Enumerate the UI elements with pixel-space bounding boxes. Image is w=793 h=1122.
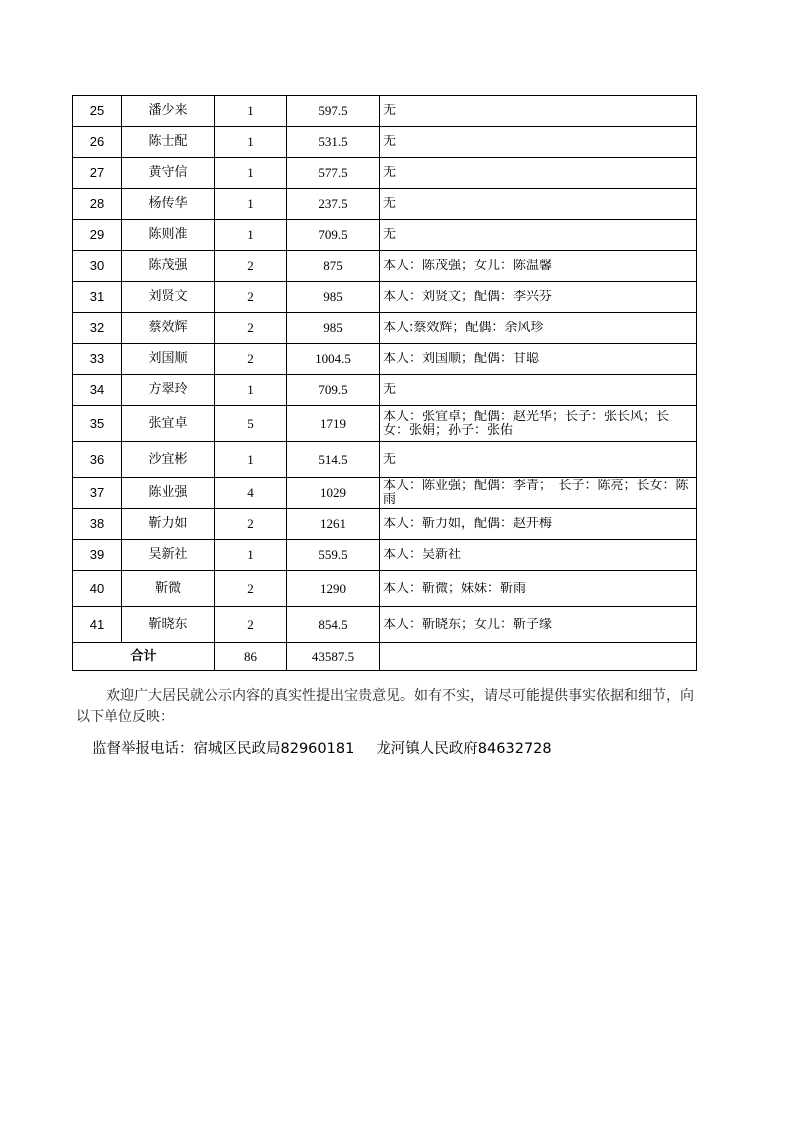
row-number: 32 bbox=[73, 313, 122, 344]
table-row bbox=[73, 406, 697, 442]
remark-text: 本人：陈业强；配偶：李青； 长子：陈亮；长女：陈雨 bbox=[383, 479, 689, 507]
table-row bbox=[73, 571, 697, 607]
row-number: 29 bbox=[73, 220, 122, 251]
total-remark-empty bbox=[380, 643, 697, 671]
family-members-remark bbox=[380, 189, 697, 220]
benefit-amount: 514.5 bbox=[287, 442, 380, 478]
table-row bbox=[73, 189, 697, 220]
table-row bbox=[73, 220, 697, 251]
remark-text: 本人：刘国顺；配偶：甘聪 bbox=[383, 352, 540, 366]
benefit-amount: 1261 bbox=[287, 509, 380, 540]
benefit-amount: 985 bbox=[287, 282, 380, 313]
household-count: 1 bbox=[215, 189, 287, 220]
benefit-amount: 597.5 bbox=[287, 96, 380, 127]
family-members-remark bbox=[380, 127, 697, 158]
table-row bbox=[73, 607, 697, 643]
household-count: 2 bbox=[215, 251, 287, 282]
row-number: 25 bbox=[73, 96, 122, 127]
total-label: 合计 bbox=[73, 643, 215, 671]
table-row bbox=[73, 344, 697, 375]
table-row bbox=[73, 282, 697, 313]
table-row bbox=[73, 251, 697, 282]
benefit-amount: 1290 bbox=[287, 571, 380, 607]
table-row bbox=[73, 442, 697, 478]
family-members-remark bbox=[380, 442, 697, 478]
total-amount: 43587.5 bbox=[287, 643, 380, 671]
household-count: 4 bbox=[215, 478, 287, 509]
household-count: 1 bbox=[215, 127, 287, 158]
family-members-remark bbox=[380, 509, 697, 540]
family-members-remark bbox=[380, 158, 697, 189]
remark-text: 无 bbox=[383, 228, 397, 242]
row-number: 38 bbox=[73, 509, 122, 540]
row-number: 28 bbox=[73, 189, 122, 220]
remark-text: 本人：张宜卓；配偶：赵光华；长子：张长风；长女：张娟；孙子：张佑 bbox=[383, 409, 670, 438]
total-count: 86 bbox=[215, 643, 287, 671]
assistance-list-table bbox=[72, 95, 697, 671]
recipient-name: 张宜卓 bbox=[122, 406, 215, 442]
family-members-remark bbox=[380, 571, 697, 607]
row-number: 26 bbox=[73, 127, 122, 158]
total-row bbox=[73, 643, 697, 671]
remark-text: 无 bbox=[383, 197, 397, 211]
family-members-remark bbox=[380, 282, 697, 313]
recipient-name: 吴新社 bbox=[122, 540, 215, 571]
benefit-amount: 985 bbox=[287, 313, 380, 344]
table-row bbox=[73, 375, 697, 406]
family-members-remark bbox=[380, 540, 697, 571]
table-row bbox=[73, 313, 697, 344]
household-count: 2 bbox=[215, 571, 287, 607]
contact-label: 监督举报电话： bbox=[92, 741, 194, 757]
remark-text: 本人:蔡效辉；配偶：余风珍 bbox=[383, 321, 544, 335]
family-members-remark bbox=[380, 251, 697, 282]
remark-text: 本人：吴新社 bbox=[383, 548, 462, 562]
town-government-phone: 龙河镇人民政府84632728 bbox=[376, 741, 552, 757]
family-members-remark bbox=[380, 375, 697, 406]
benefit-amount: 875 bbox=[287, 251, 380, 282]
household-count: 1 bbox=[215, 442, 287, 478]
household-count: 1 bbox=[215, 375, 287, 406]
table-body bbox=[73, 96, 697, 671]
public-notice-text: 欢迎广大居民就公示内容的真实性提出宝贵意见。如有不实，请尽可能提供事实依据和细节，向以下单位反映： bbox=[76, 688, 694, 725]
row-number: 30 bbox=[73, 251, 122, 282]
benefit-amount: 531.5 bbox=[287, 127, 380, 158]
household-count: 2 bbox=[215, 313, 287, 344]
remark-text: 无 bbox=[383, 166, 397, 180]
benefit-amount: 1004.5 bbox=[287, 344, 380, 375]
recipient-name: 刘贤文 bbox=[122, 282, 215, 313]
remark-text: 无 bbox=[383, 104, 397, 118]
benefit-amount: 854.5 bbox=[287, 607, 380, 643]
benefit-amount: 709.5 bbox=[287, 220, 380, 251]
recipient-name: 沙宜彬 bbox=[122, 442, 215, 478]
recipient-name: 陈士配 bbox=[122, 127, 215, 158]
remark-text: 本人：靳微；妹妹：靳雨 bbox=[383, 581, 527, 596]
row-number: 34 bbox=[73, 375, 122, 406]
household-count: 2 bbox=[215, 344, 287, 375]
remark-text: 本人：陈茂强；女儿：陈温馨 bbox=[383, 259, 553, 273]
row-number: 35 bbox=[73, 406, 122, 442]
remark-text: 无 bbox=[383, 135, 397, 149]
household-count: 2 bbox=[215, 509, 287, 540]
recipient-name: 方翠玲 bbox=[122, 375, 215, 406]
family-members-remark bbox=[380, 478, 697, 509]
household-count: 5 bbox=[215, 406, 287, 442]
benefit-amount: 559.5 bbox=[287, 540, 380, 571]
recipient-name: 蔡效辉 bbox=[122, 313, 215, 344]
recipient-name: 陈业强 bbox=[122, 478, 215, 509]
row-number: 39 bbox=[73, 540, 122, 571]
remark-text: 无 bbox=[383, 383, 397, 397]
table-row bbox=[73, 158, 697, 189]
recipient-name: 靳力如 bbox=[122, 509, 215, 540]
row-number: 31 bbox=[73, 282, 122, 313]
remark-text: 本人：靳力如，配偶：赵开梅 bbox=[383, 517, 553, 531]
benefit-amount: 1719 bbox=[287, 406, 380, 442]
household-count: 1 bbox=[215, 158, 287, 189]
household-count: 2 bbox=[215, 282, 287, 313]
remark-text: 本人：刘贤文；配偶：李兴芬 bbox=[383, 290, 553, 304]
family-members-remark bbox=[380, 220, 697, 251]
benefit-amount: 709.5 bbox=[287, 375, 380, 406]
recipient-name: 潘少来 bbox=[122, 96, 215, 127]
recipient-name: 黄守信 bbox=[122, 158, 215, 189]
recipient-name: 陈则准 bbox=[122, 220, 215, 251]
table-row bbox=[73, 540, 697, 571]
row-number: 33 bbox=[73, 344, 122, 375]
civil-affairs-bureau-phone: 宿城区民政局82960181 bbox=[193, 741, 355, 757]
household-count: 1 bbox=[215, 540, 287, 571]
recipient-name: 陈茂强 bbox=[122, 251, 215, 282]
benefit-amount: 1029 bbox=[287, 478, 380, 509]
row-number: 36 bbox=[73, 442, 122, 478]
benefit-amount: 237.5 bbox=[287, 189, 380, 220]
family-members-remark bbox=[380, 607, 697, 643]
household-count: 2 bbox=[215, 607, 287, 643]
family-members-remark bbox=[380, 313, 697, 344]
benefit-amount: 577.5 bbox=[287, 158, 380, 189]
table-row bbox=[73, 478, 697, 509]
row-number: 41 bbox=[73, 607, 122, 643]
table-row bbox=[73, 509, 697, 540]
recipient-name: 靳晓东 bbox=[122, 607, 215, 643]
row-number: 27 bbox=[73, 158, 122, 189]
remark-text: 无 bbox=[383, 452, 397, 467]
recipient-name: 杨传华 bbox=[122, 189, 215, 220]
household-count: 1 bbox=[215, 96, 287, 127]
family-members-remark bbox=[380, 406, 697, 442]
family-members-remark bbox=[380, 344, 697, 375]
household-count: 1 bbox=[215, 220, 287, 251]
table-row bbox=[73, 127, 697, 158]
recipient-name: 靳微 bbox=[122, 571, 215, 607]
supervision-contact-line bbox=[92, 737, 552, 758]
table-row bbox=[73, 96, 697, 127]
recipient-name: 刘国顺 bbox=[122, 344, 215, 375]
remark-text: 本人：靳晓东；女儿：靳子缘 bbox=[383, 617, 553, 632]
row-number: 40 bbox=[73, 571, 122, 607]
family-members-remark bbox=[380, 96, 697, 127]
row-number: 37 bbox=[73, 478, 122, 509]
